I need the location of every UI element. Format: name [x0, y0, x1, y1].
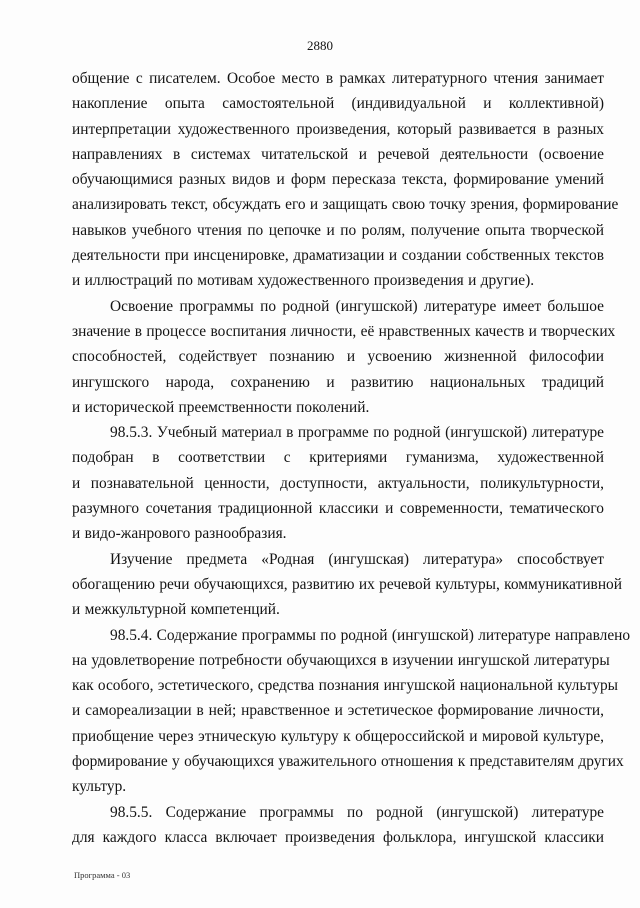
text-line: 98.5.3. Учебный материал в программе по родной (ингушской) литературе: [110, 424, 604, 442]
text-line: для каждого класса включает произведения фольклора, ингушской классики: [72, 828, 604, 846]
text-line: способностей, содействует познанию и усвоению жизненной философии: [72, 348, 604, 366]
paragraph-6: [72, 800, 604, 851]
text-line: и иллюстраций по мотивам художественного произведения и другие).: [72, 272, 535, 290]
text-line: и познавательной ценности, доступности, актуальности, поликультурности,: [72, 474, 604, 492]
paragraph-2: [72, 294, 616, 420]
text-line: культур.: [72, 778, 127, 796]
paragraph-3: [72, 420, 604, 546]
paragraph-4: [72, 547, 622, 623]
text-line: и межкультурной компетенций.: [72, 601, 280, 619]
text-line: и видо-жанрового разнообразия.: [72, 525, 287, 543]
text-line: подобран в соответствии с критериями гуманизма, художественной: [72, 449, 604, 467]
text-line: и самореализации в ней; нравственное и эстетическое формирование личности,: [72, 702, 604, 720]
text-line: интерпретации художественного произведения, который развивается в разных: [72, 120, 604, 138]
text-line: и исторической преемственности поколений.: [72, 398, 370, 416]
text-line: ингушского народа, сохранению и развитию национальных традиций: [72, 373, 604, 391]
text-line: обучающимися разных видов и форм пересказа текста, формирование умений: [72, 171, 604, 189]
text-line: приобщение через этническую культуру к общероссийской и мировой культуре,: [72, 727, 604, 745]
text-line: обогащению речи обучающихся, развитию их речевой культуры, коммуникативной: [72, 575, 622, 593]
text-line: деятельности при инсценировке, драматизации и создании собственных текстов: [72, 247, 604, 265]
text-line: навыков учебного чтения по цепочке и по ролям, получение опыта творческой: [72, 221, 604, 239]
footer-label: Программа - 03: [74, 870, 131, 880]
text-line: общение с писателем. Особое место в рамках литературного чтения занимает: [72, 70, 604, 87]
text-line: накопление опыта самостоятельной (индивидуальной и коллективной): [72, 95, 604, 113]
text-line: как особого, эстетического, средства познания ингушской национальной культуры: [72, 677, 619, 695]
paragraph-1: [72, 66, 619, 294]
text-line: на удовлетворение потребности обучающихся в изучении ингушской литературы: [72, 651, 610, 669]
text-line: Изучение предмета «Родная (ингушская) литература» способствует: [110, 550, 604, 568]
text-line: формирование у обучающихся уважительного отношения к представителям других: [72, 753, 624, 771]
paragraph-5: [72, 623, 631, 800]
text-line: анализировать текст, обсуждать его и защищать свою точку зрения, формирование: [72, 196, 619, 214]
page-number: 2880: [307, 38, 333, 53]
text-line: направлениях в системах читательской и речевой деятельности (освоение: [72, 145, 604, 163]
text-line: 98.5.4. Содержание программы по родной (ингушской) литературе направлено: [110, 626, 631, 644]
document-body: [72, 66, 631, 850]
text-line: разумного сочетания традиционной классики и современности, тематического: [72, 500, 604, 518]
text-line: 98.5.5. Содержание программы по родной (ингушской) литературе: [110, 803, 604, 821]
text-line: Освоение программы по родной (ингушской) литературе имеет большое: [110, 297, 604, 315]
text-line: значение в процессе воспитания личности, её нравственных качеств и творческих: [72, 322, 616, 340]
